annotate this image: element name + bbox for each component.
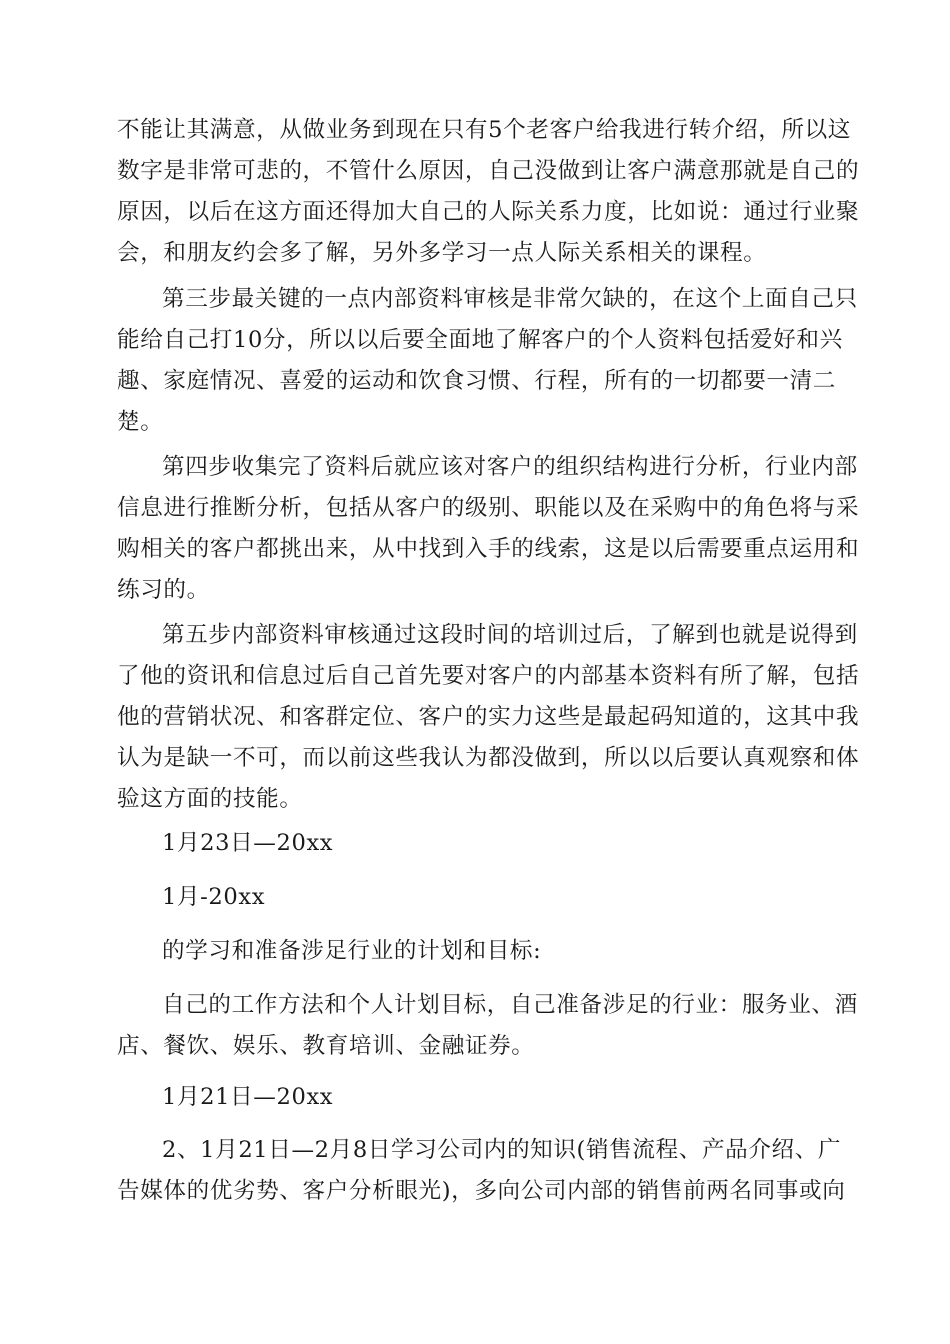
- text-line: 第三步最关键的一点内部资料审核是非常欠缺的，在这个上面自己只: [162, 286, 858, 312]
- paragraph-step-five: [117, 615, 860, 820]
- date-line-jan: [117, 877, 833, 918]
- text-line: 告媒体的优劣势、客户分析眼光)，多向公司内部的销售前两名同事或向: [117, 1178, 846, 1204]
- text-line: 原因，以后在这方面还得加大自己的人际关系力度，比如说：通过行业聚: [117, 199, 860, 225]
- date-line-jan-21: [117, 1077, 833, 1118]
- plan-heading-line: [117, 931, 833, 972]
- date-line-jan-23: [117, 823, 833, 864]
- paragraph-customer-referrals: [117, 110, 860, 274]
- text-line: 信息进行推断分析，包括从客户的级别、职能以及在采购中的角色将与采: [117, 495, 860, 521]
- paragraph-target-industries: [117, 985, 858, 1067]
- text-line: 认为是缺一不可，而以前这些我认为都没做到，所以以后要认真观察和体: [117, 745, 860, 771]
- text-line: 2、1月21日—2月8日学习公司内的知识(销售流程、产品介绍、广: [162, 1137, 842, 1163]
- text-line: 1月-20xx: [162, 884, 266, 910]
- text-line: 的学习和准备涉足行业的计划和目标:: [162, 938, 542, 964]
- text-line: 趣、家庭情况、喜爱的运动和饮食习惯、行程，所有的一切都要一清二: [117, 368, 837, 394]
- text-line: 第五步内部资料审核通过这段时间的培训过后，了解到也就是说得到: [162, 622, 858, 648]
- text-line: 能给自己打10分，所以以后要全面地了解客户的个人资料包括爱好和兴: [117, 327, 843, 353]
- text-line: 练习的。: [117, 577, 210, 603]
- paragraph-study-plan: [117, 1130, 846, 1212]
- text-line: 自己的工作方法和个人计划目标，自己准备涉足的行业：服务业、酒: [162, 992, 858, 1018]
- text-line: 了他的资讯和信息过后自己首先要对客户的内部基本资料有所了解，包括: [117, 663, 860, 689]
- text-line: 不能让其满意，从做业务到现在只有5个老客户给我进行转介绍，所以这: [117, 117, 851, 143]
- text-line: 店、餐饮、娱乐、教育培训、金融证券。: [117, 1033, 535, 1059]
- text-line: 购相关的客户都挑出来，从中找到入手的线索，这是以后需要重点运用和: [117, 536, 860, 562]
- paragraph-step-three: [117, 279, 858, 443]
- text-line: 他的营销状况、和客群定位、客户的实力这些是最起码知道的，这其中我: [117, 704, 860, 730]
- text-line: 会，和朋友约会多了解，另外多学习一点人际关系相关的课程。: [117, 240, 767, 266]
- text-line: 楚。: [117, 409, 164, 435]
- text-line: 1月21日—20xx: [162, 1084, 334, 1110]
- text-line: 1月23日—20xx: [162, 830, 334, 856]
- text-line: 数字是非常可悲的，不管什么原因，自己没做到让客户满意那就是自己的: [117, 158, 860, 184]
- paragraph-step-four: [117, 447, 860, 611]
- text-line: 验这方面的技能。: [117, 786, 303, 812]
- text-line: 第四步收集完了资料后就应该对客户的组织结构进行分析，行业内部: [162, 454, 858, 480]
